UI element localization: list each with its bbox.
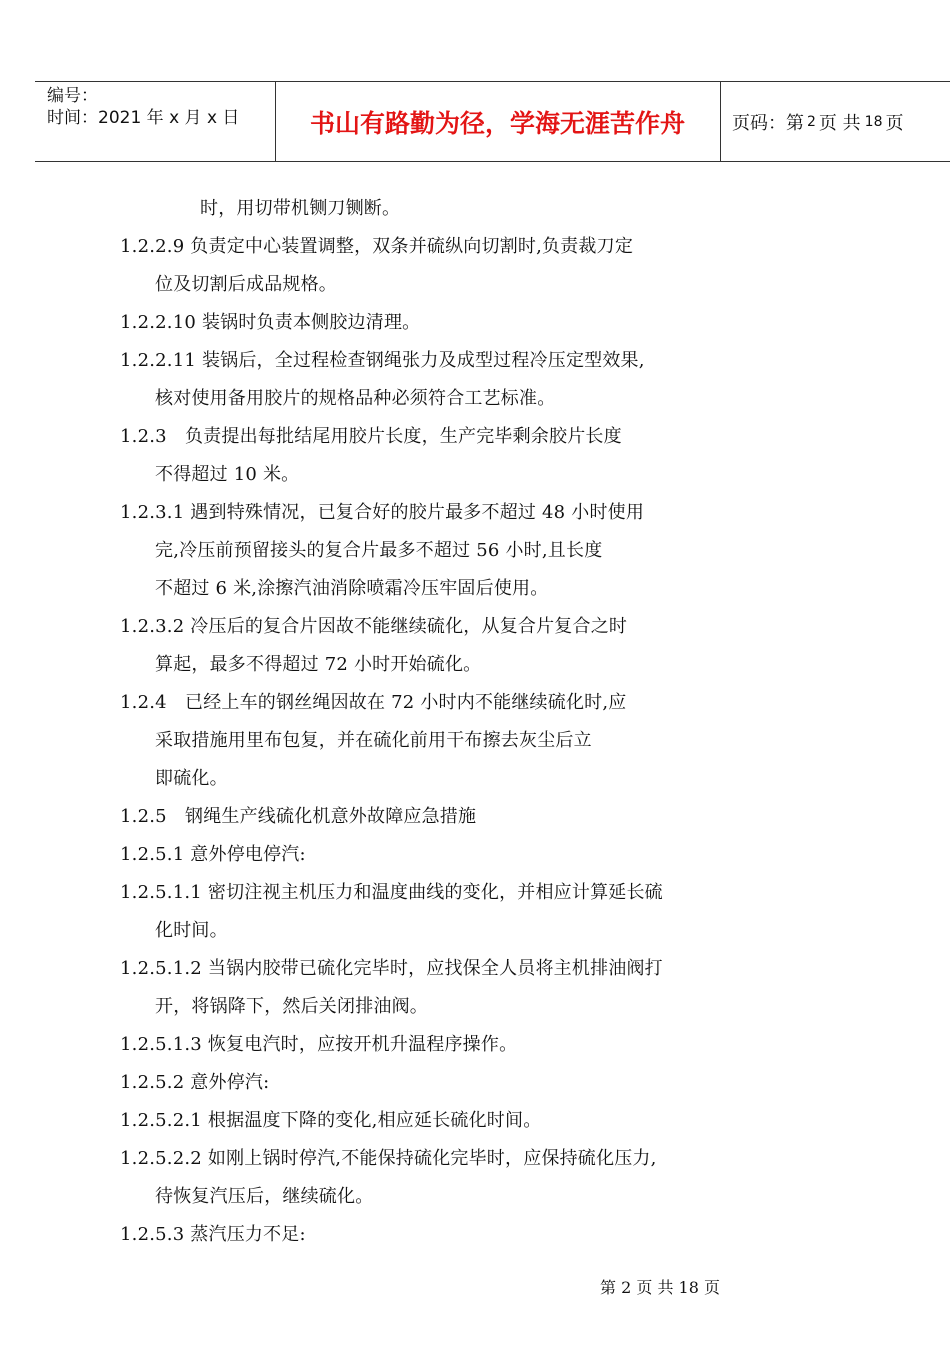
header-meta (35, 82, 276, 161)
body-line: 1.2.5.2.1 根据温度下降的变化,相应延长硫化时间。 (120, 1110, 542, 1131)
body-line: 1.2.5.1.2 当锅内胶带已硫化完毕时，应找保全人员将主机排油阀打 (120, 958, 663, 979)
body-line: 1.2.4 已经上车的钢丝绳因故在 72 小时内不能继续硫化时,应 (120, 692, 627, 713)
body-line: 1.2.5.2 意外停汽: (120, 1072, 270, 1093)
body-line: 1.2.5.1.1 密切注视主机压力和温度曲线的变化，并相应计算延长硫 (120, 882, 663, 903)
body-line: 1.2.3.2 冷压后的复合片因故不能继续硫化，从复合片复合之时 (120, 616, 628, 637)
page-header (35, 81, 950, 162)
time-label: 时间： (47, 108, 98, 128)
body-line: 1.2.2.9 负责定中心装置调整，双条并硫纵向切割时,负责裁刀定 (120, 236, 634, 257)
body-line: 核对使用备用胶片的规格品种必须符合工艺标准。 (155, 388, 556, 409)
body-line: 化时间。 (155, 920, 228, 941)
page-total: 18 (864, 113, 883, 130)
page-suffix: 页 (885, 112, 904, 134)
body-line: 1.2.5.1.3 恢复电汽时，应按开机升温程序操作。 (120, 1034, 518, 1055)
motto-text: 书山有路勤为径，学海无涯苦作舟 (309, 108, 685, 138)
body-line: 1.2.2.11 装锅后，全过程检查钢绳张力及成型过程冷压定型效果, (120, 350, 645, 371)
body-line: 完,冷压前预留接头的复合片最多不超过 56 小时,且长度 (155, 540, 603, 561)
body-line: 1.2.2.10 装锅时负责本侧胶边清理。 (120, 312, 421, 333)
page-prefix: 页码：第 (732, 112, 804, 134)
body-line: 1.2.5 钢绳生产线硫化机意外故障应急措施 (120, 806, 477, 827)
body-line: 位及切割后成品规格。 (155, 274, 337, 295)
page-mid: 页 共 (818, 112, 861, 134)
body-line: 不得超过 10 米。 (155, 464, 300, 485)
body-line: 即硫化。 (155, 768, 228, 789)
body-line: 1.2.3.1 遇到特殊情况，已复合好的胶片最多不超过 48 小时使用 (120, 502, 645, 523)
body-line: 开，将锅降下，然后关闭排油阀。 (155, 996, 428, 1017)
header-page-number (720, 82, 950, 161)
header-motto (275, 82, 721, 161)
body-line: 1.2.5.1 意外停电停汽: (120, 844, 306, 865)
body-line: 1.2.5.3 蒸汽压力不足: (120, 1224, 306, 1245)
serial-number-label: 编号： (47, 86, 98, 106)
body-line: 算起，最多不得超过 72 小时开始硫化。 (155, 654, 482, 675)
time-value: 2021 年 x 月 x 日 (98, 108, 240, 128)
page-footer: 第 2 页 共 18 页 (600, 1278, 720, 1297)
body-line: 1.2.5.2.2 如刚上锅时停汽,不能保持硫化完毕时，应保持硫化压力, (120, 1148, 657, 1169)
body-line: 待恢复汽压后，继续硫化。 (155, 1186, 374, 1207)
body-line: 不超过 6 米,涂擦汽油消除喷霜冷压牢固后使用。 (155, 578, 549, 599)
date-line (47, 107, 239, 129)
body-line: 时，用切带机铡刀铡断。 (200, 198, 401, 219)
body-line: 采取措施用里布包复，并在硫化前用干布擦去灰尘后立 (155, 730, 592, 751)
body-line: 1.2.3 负责提出每批结尾用胶片长度，生产完毕剩余胶片长度 (120, 426, 622, 447)
page-current: 2 (807, 113, 816, 130)
